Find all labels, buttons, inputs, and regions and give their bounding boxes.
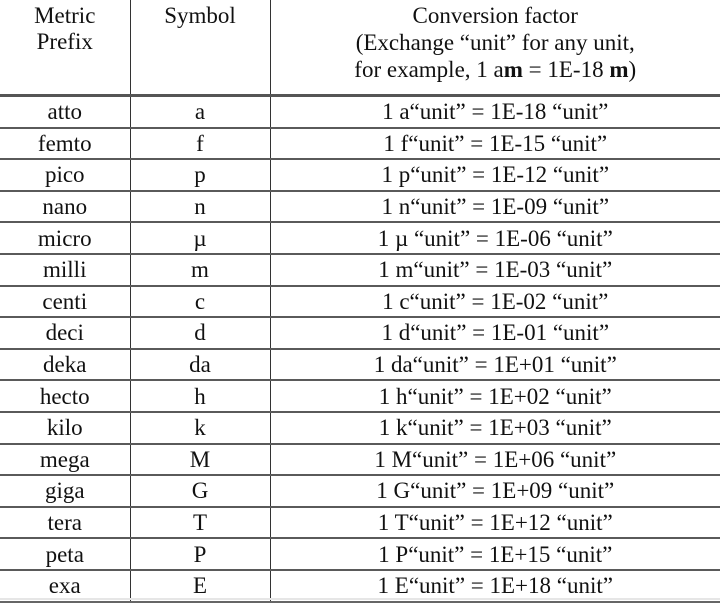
conversion-cell: 1 p“unit” = 1E-12 “unit” <box>270 159 720 191</box>
prefix-cell: femto <box>0 128 130 160</box>
symbol-cell: P <box>130 538 270 570</box>
conversion-cell: 1 m“unit” = 1E-03 “unit” <box>270 254 720 286</box>
symbol-cell: T <box>130 507 270 539</box>
prefix-cell: deci <box>0 317 130 349</box>
prefix-cell: giga <box>0 475 130 507</box>
symbol-cell: d <box>130 317 270 349</box>
table-body <box>0 96 720 602</box>
header-example-text: = 1E-18 <box>522 57 610 82</box>
symbol-cell: a <box>130 96 270 128</box>
header-example-unit: m <box>609 57 629 82</box>
prefix-cell: milli <box>0 254 130 286</box>
header-prefix-line2: Prefix <box>36 29 93 54</box>
header-conversion-factor <box>270 0 720 96</box>
header-conversion-line3 <box>354 57 636 82</box>
header-example-unit: m <box>503 57 523 82</box>
table-row <box>0 286 720 318</box>
header-example-text: for example, 1 a <box>354 57 504 82</box>
table-row <box>0 254 720 286</box>
header-example-text: ) <box>628 57 637 82</box>
table-row <box>0 412 720 444</box>
table-row <box>0 349 720 381</box>
table-row <box>0 191 720 223</box>
prefix-cell: peta <box>0 538 130 570</box>
header-symbol: Symbol <box>130 0 270 96</box>
table-row <box>0 507 720 539</box>
table-row <box>0 538 720 570</box>
conversion-cell: 1 µ “unit” = 1E-06 “unit” <box>270 222 720 254</box>
conversion-cell: 1 M“unit” = 1E+06 “unit” <box>270 444 720 476</box>
prefix-cell: nano <box>0 191 130 223</box>
prefix-cell: kilo <box>0 412 130 444</box>
conversion-cell: 1 c“unit” = 1E-02 “unit” <box>270 286 720 318</box>
table-row <box>0 475 720 507</box>
symbol-cell: n <box>130 191 270 223</box>
header-conversion-line1: Conversion factor <box>412 3 578 28</box>
header-prefix-line1: Metric <box>34 3 96 28</box>
table-row <box>0 570 720 602</box>
conversion-cell: 1 da“unit” = 1E+01 “unit” <box>270 349 720 381</box>
prefix-cell: deka <box>0 349 130 381</box>
prefix-cell: centi <box>0 286 130 318</box>
table-row <box>0 317 720 349</box>
conversion-cell: 1 d“unit” = 1E-01 “unit” <box>270 317 720 349</box>
table-row <box>0 222 720 254</box>
table-row <box>0 380 720 412</box>
prefix-cell: atto <box>0 96 130 128</box>
prefix-cell: exa <box>0 570 130 602</box>
conversion-cell: 1 P“unit” = 1E+15 “unit” <box>270 538 720 570</box>
conversion-cell: 1 a“unit” = 1E-18 “unit” <box>270 96 720 128</box>
symbol-cell: h <box>130 380 270 412</box>
prefix-cell: mega <box>0 444 130 476</box>
table-row <box>0 159 720 191</box>
symbol-cell: da <box>130 349 270 381</box>
conversion-cell: 1 n“unit” = 1E-09 “unit” <box>270 191 720 223</box>
symbol-cell: µ <box>130 222 270 254</box>
prefix-cell: hecto <box>0 380 130 412</box>
symbol-cell: E <box>130 570 270 602</box>
header-metric-prefix <box>0 0 130 96</box>
symbol-cell: M <box>130 444 270 476</box>
prefix-cell: pico <box>0 159 130 191</box>
symbol-cell: f <box>130 128 270 160</box>
table-row <box>0 128 720 160</box>
symbol-cell: c <box>130 286 270 318</box>
conversion-cell: 1 k“unit” = 1E+03 “unit” <box>270 412 720 444</box>
header-conversion-line2: (Exchange “unit” for any unit, <box>355 30 635 55</box>
table-header <box>0 0 720 96</box>
table-row <box>0 96 720 128</box>
table-row <box>0 444 720 476</box>
symbol-cell: p <box>130 159 270 191</box>
symbol-cell: k <box>130 412 270 444</box>
conversion-cell: 1 f“unit” = 1E-15 “unit” <box>270 128 720 160</box>
symbol-cell: G <box>130 475 270 507</box>
symbol-cell: m <box>130 254 270 286</box>
conversion-cell: 1 T“unit” = 1E+12 “unit” <box>270 507 720 539</box>
prefix-cell: micro <box>0 222 130 254</box>
conversion-cell: 1 E“unit” = 1E+18 “unit” <box>270 570 720 602</box>
conversion-cell: 1 h“unit” = 1E+02 “unit” <box>270 380 720 412</box>
conversion-cell: 1 G“unit” = 1E+09 “unit” <box>270 475 720 507</box>
header-row <box>0 0 720 96</box>
prefix-cell: tera <box>0 507 130 539</box>
